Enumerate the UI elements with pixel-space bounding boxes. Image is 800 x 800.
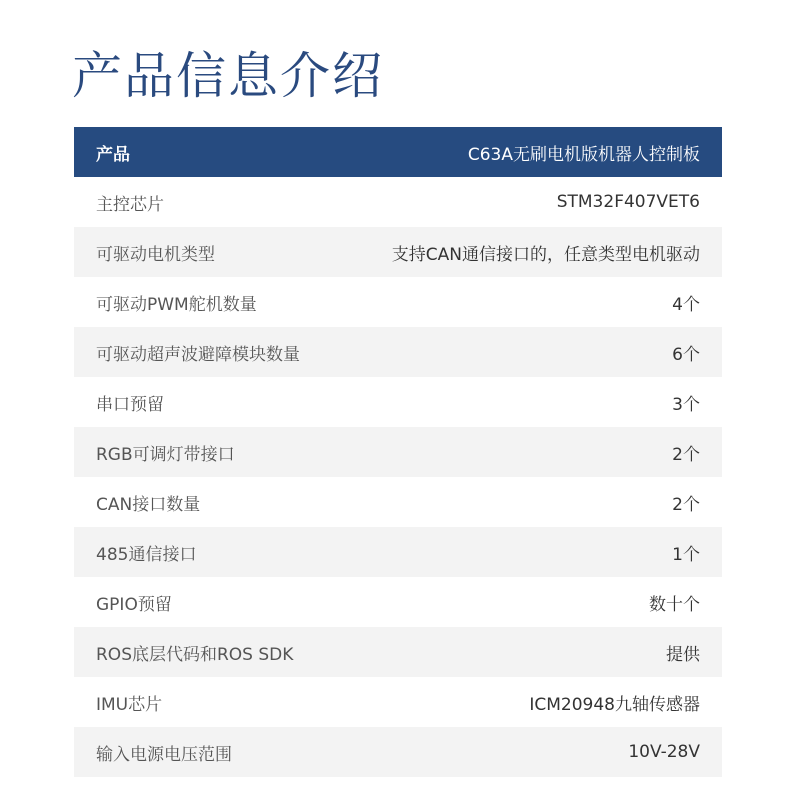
row-value: 数十个: [649, 594, 700, 615]
row-value: 2个: [672, 494, 700, 515]
page-title: 产品信息介绍: [72, 47, 384, 105]
row-value: 1个: [672, 544, 700, 565]
table-row: [74, 177, 722, 227]
row-label: CAN接口数量: [96, 494, 201, 515]
table-header-row: [74, 127, 722, 177]
row-label: GPIO预留: [96, 594, 172, 615]
row-label: RGB可调灯带接口: [96, 444, 235, 465]
row-value: ICM20948九轴传感器: [529, 694, 700, 715]
row-value: 3个: [672, 394, 700, 415]
row-label: ROS底层代码和ROS SDK: [96, 644, 294, 665]
row-label: 可驱动超声波避障模块数量: [96, 344, 300, 365]
header-label: 产品: [96, 144, 130, 165]
table-row: [74, 627, 722, 677]
table-row: [74, 577, 722, 627]
row-label: 可驱动PWM舵机数量: [96, 294, 257, 315]
row-value: 4个: [672, 294, 700, 315]
spec-table: [74, 127, 722, 777]
row-label: 可驱动电机类型: [96, 244, 215, 265]
header-value: C63A无刷电机版机器人控制板: [467, 144, 700, 165]
table-row: [74, 377, 722, 427]
row-value: 6个: [672, 344, 700, 365]
row-label: 485通信接口: [96, 544, 197, 565]
table-row: [74, 427, 722, 477]
row-label: 输入电源电压范围: [96, 744, 232, 765]
row-label: 主控芯片: [96, 194, 164, 215]
table-row: [74, 527, 722, 577]
row-value: 10V-28V: [628, 742, 700, 762]
table-row: [74, 677, 722, 727]
row-label: IMU芯片: [96, 694, 163, 715]
row-label: 串口预留: [96, 394, 164, 415]
row-value: 提供: [666, 644, 700, 665]
row-value: 2个: [672, 444, 700, 465]
table-row: [74, 227, 722, 277]
table-row: [74, 477, 722, 527]
table-row: [74, 727, 722, 777]
row-value: STM32F407VET6: [556, 192, 700, 212]
table-row: [74, 277, 722, 327]
table-row: [74, 327, 722, 377]
row-value: 支持CAN通信接口的，任意类型电机驱动: [391, 244, 700, 265]
